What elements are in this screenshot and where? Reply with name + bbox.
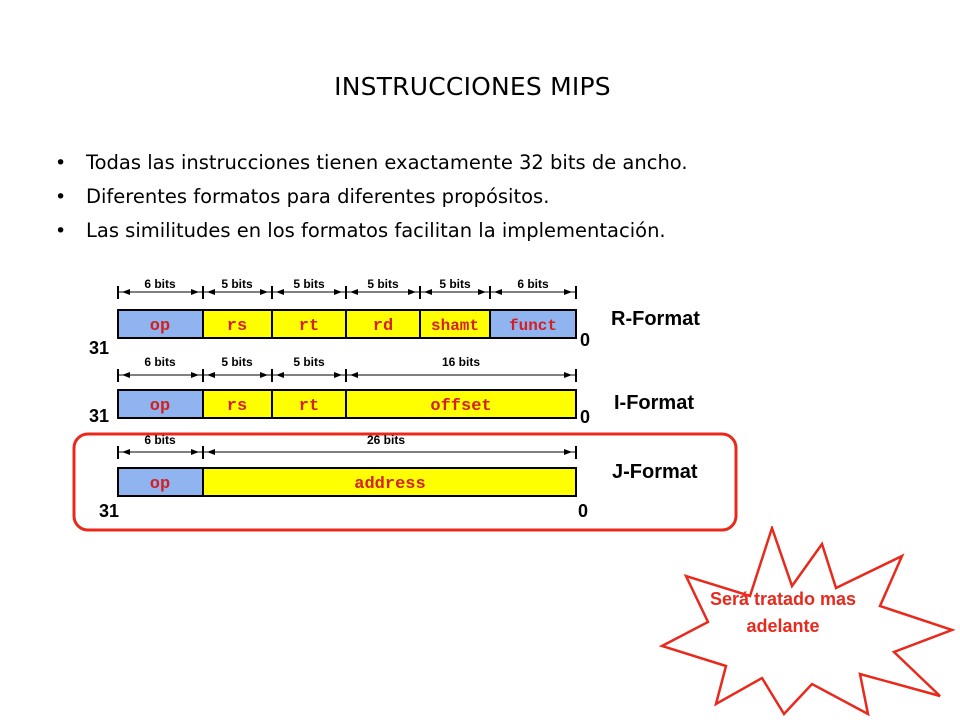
- field-label: rt: [298, 317, 320, 336]
- format-name-r: R-Format: [611, 308, 700, 330]
- bit-width-label: 5 bits: [221, 277, 253, 291]
- low-bit-label: 0: [580, 407, 591, 427]
- callout-line: adelante: [746, 616, 820, 636]
- page-title: INSTRUCCIONES MIPS: [334, 72, 611, 101]
- callout-line: Será tratado mas: [709, 589, 857, 609]
- field-label: op: [149, 317, 171, 336]
- field-label: rd: [372, 317, 394, 336]
- bit-width-label: 16 bits: [441, 355, 481, 369]
- bullet-item: • Todas las instrucciones tienen exactamente 32 bits de ancho.: [52, 146, 688, 180]
- field-label: rs: [226, 317, 248, 336]
- field-label: offset: [430, 397, 492, 416]
- field-label: rs: [226, 397, 248, 416]
- field-label: address: [354, 475, 426, 494]
- callout-text: [690, 586, 876, 640]
- bit-width-label: 5 bits: [293, 355, 325, 369]
- high-bit-label: 31: [99, 501, 120, 521]
- r-format-row: [89, 277, 700, 358]
- field-label: funct: [508, 317, 558, 335]
- field-label: shamt: [430, 317, 480, 335]
- low-bit-label: 0: [580, 330, 591, 350]
- low-bit-label: 0: [578, 501, 589, 521]
- bit-width-label: 5 bits: [221, 355, 253, 369]
- field-label: rt: [298, 397, 320, 416]
- field-label: op: [149, 475, 171, 494]
- bit-width-label: 6 bits: [144, 277, 176, 291]
- bullet-item: • Diferentes formatos para diferentes propósitos.: [52, 180, 688, 214]
- high-bit-label: 31: [89, 338, 110, 358]
- high-bit-label: 31: [89, 406, 110, 426]
- bit-width-label: 5 bits: [367, 277, 399, 291]
- bit-width-label: 5 bits: [293, 277, 325, 291]
- bit-width-label: 6 bits: [144, 433, 176, 447]
- i-format-row: [89, 355, 694, 427]
- format-name-i: I-Format: [614, 392, 694, 414]
- bit-width-label: 26 bits: [366, 433, 406, 447]
- bit-width-label: 5 bits: [439, 277, 471, 291]
- bullet-item: • Las similitudes en los formatos facilitan la implementación.: [52, 214, 688, 248]
- j-format-row: [99, 433, 698, 521]
- bit-width-label: 6 bits: [144, 355, 176, 369]
- format-name-j: J-Format: [612, 461, 698, 483]
- field-label: op: [149, 397, 171, 416]
- bit-width-label: 6 bits: [517, 277, 549, 291]
